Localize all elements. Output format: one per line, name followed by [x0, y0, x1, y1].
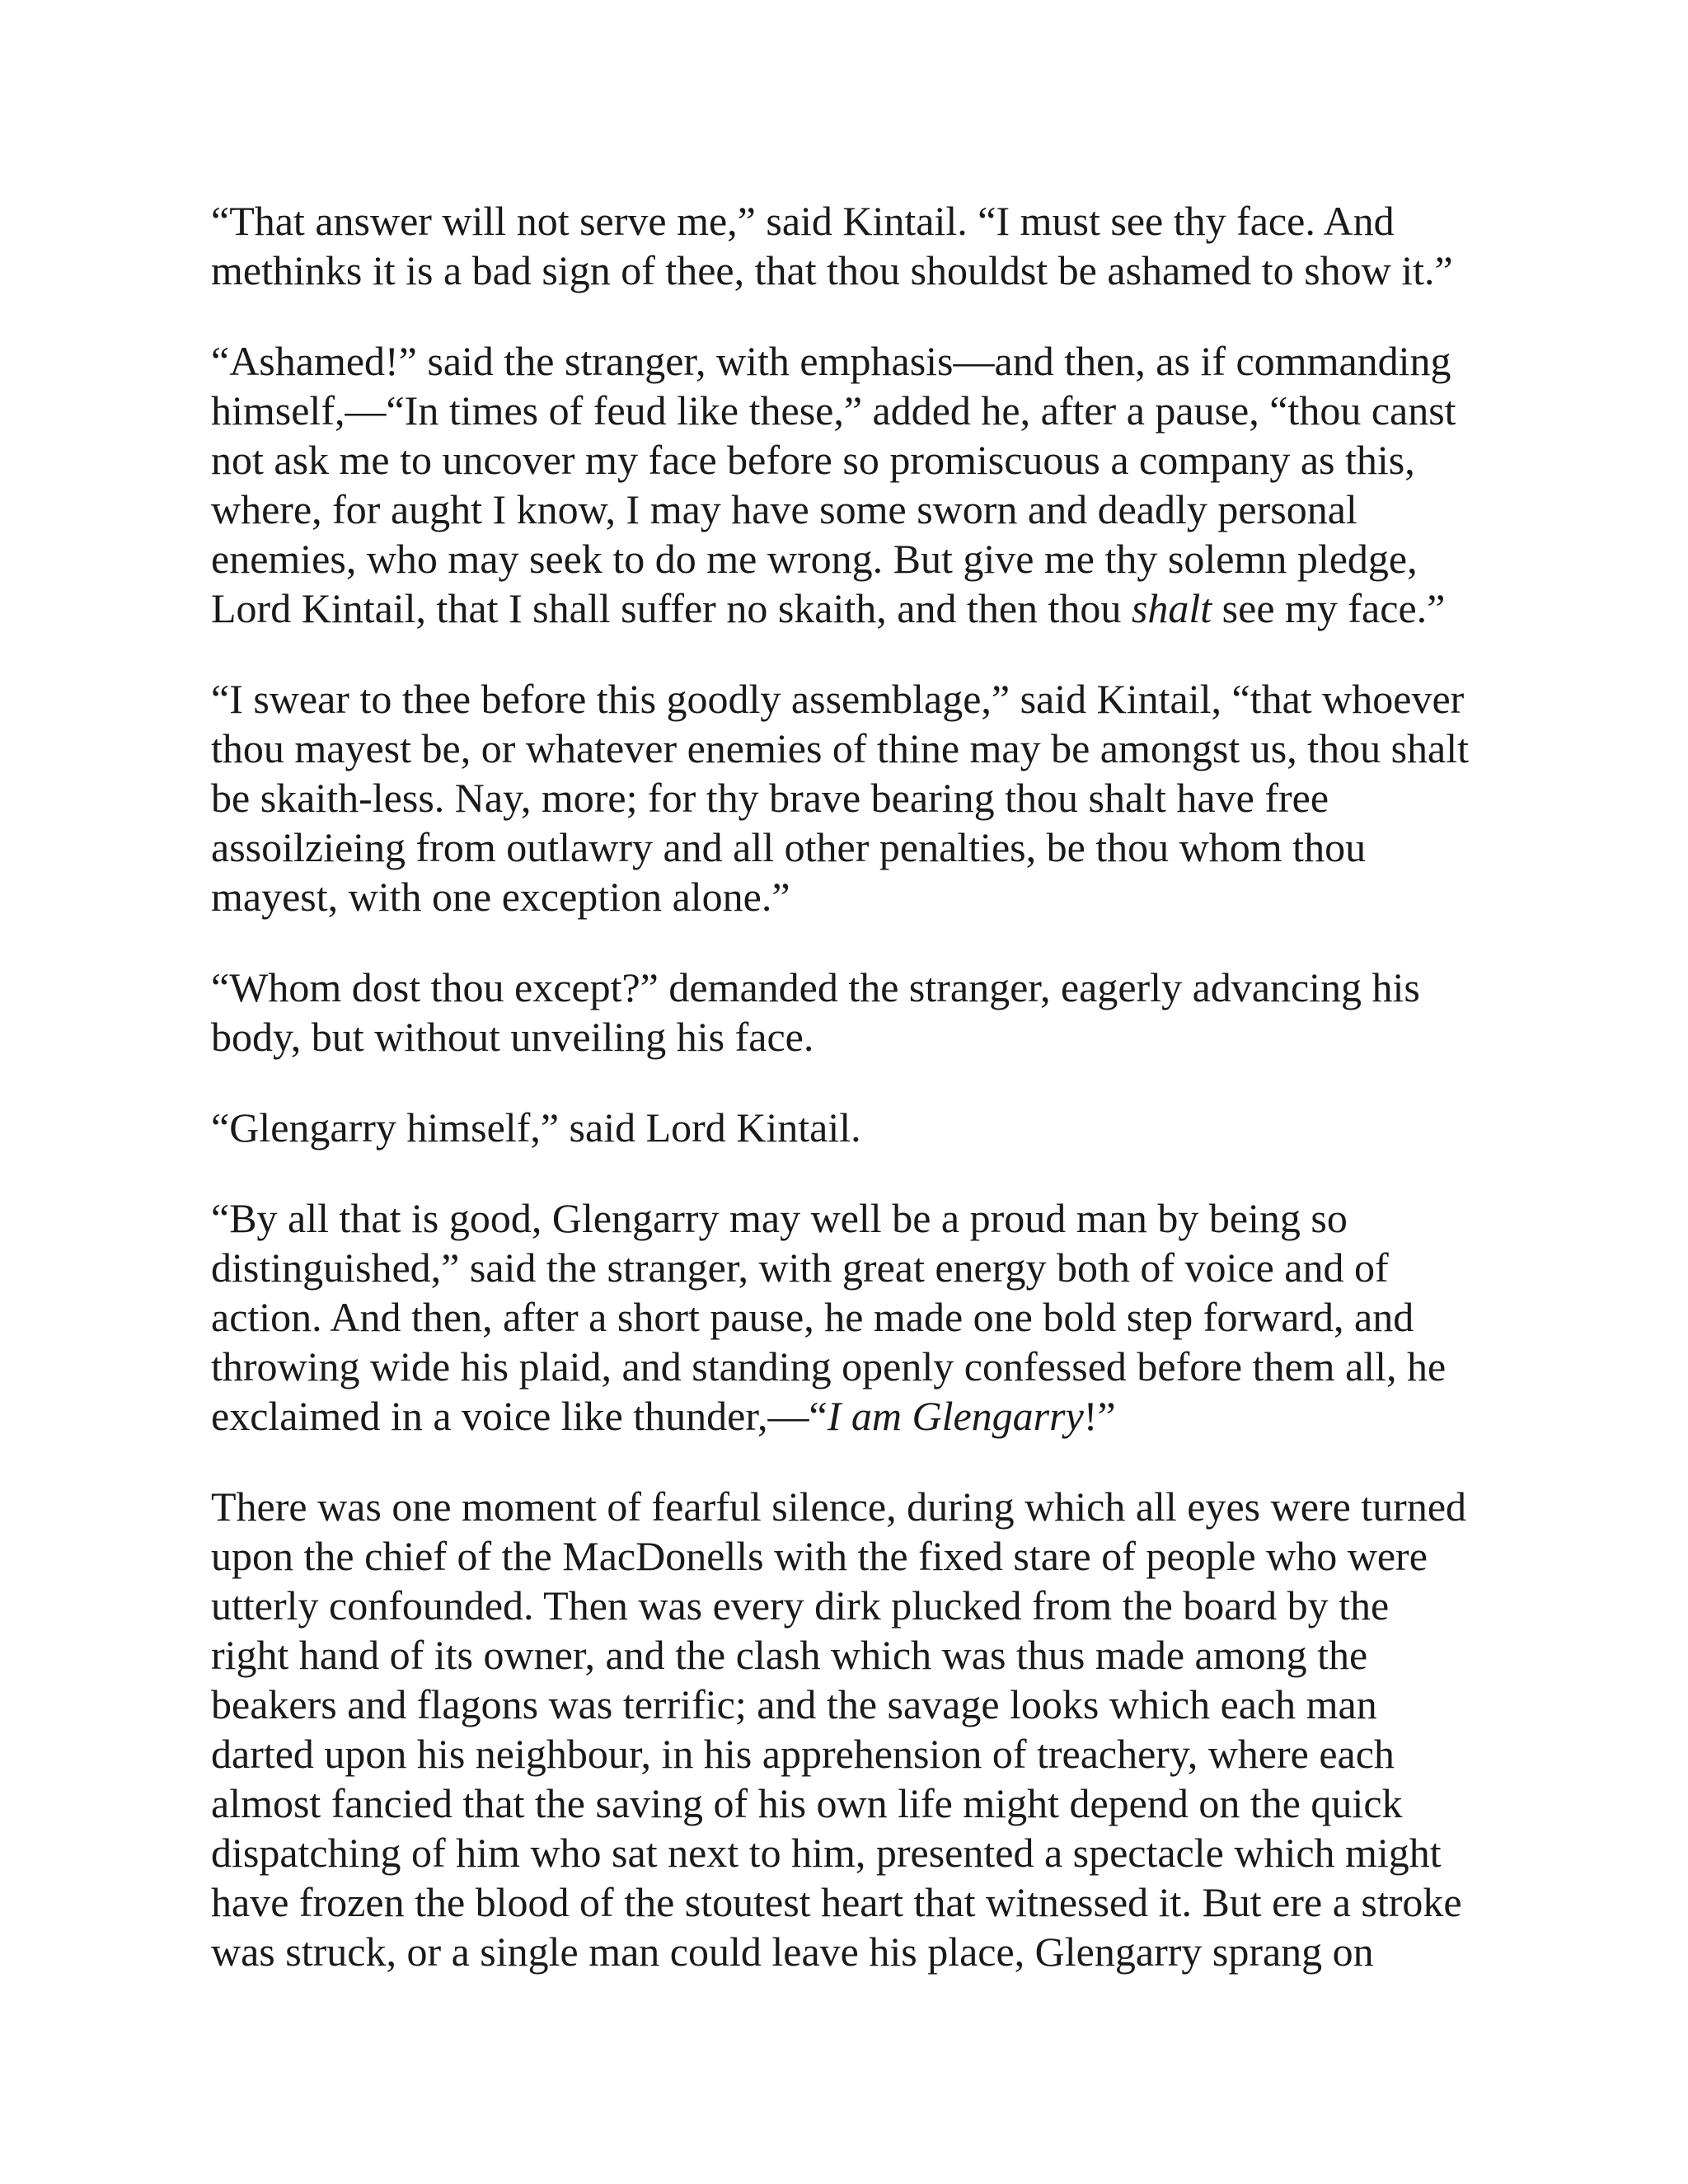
paragraph [211, 674, 1480, 921]
text-run: enemies, who may seek to do me wrong. But give me thy solemn pledge, [211, 536, 1418, 582]
text-run: see my face.” [1212, 585, 1446, 631]
text-run: throwing wide his plaid, and standing openly confessed before them all, he [211, 1343, 1447, 1390]
text-line [211, 534, 1480, 583]
text-line [211, 963, 1480, 1012]
text-line [211, 1927, 1480, 1976]
text-line [211, 724, 1480, 773]
text-line [211, 1103, 1480, 1152]
text-line [211, 872, 1480, 921]
text-line [211, 674, 1480, 724]
text-line [211, 1630, 1480, 1680]
text-line [211, 1342, 1480, 1391]
text-line [211, 1292, 1480, 1342]
text-line [211, 196, 1480, 246]
paragraph [211, 1482, 1480, 1976]
text-line [211, 1828, 1480, 1877]
text-run: Lord Kintail, that I shall suffer no skaith, and then thou [211, 585, 1132, 631]
text-run: thou mayest be, or whatever enemies of thine may be amongst us, thou shalt [211, 725, 1470, 771]
text-run: be skaith-less. Nay, more; for thy brave bearing thou shalt have free [211, 775, 1329, 821]
text-line [211, 485, 1480, 534]
text-line [211, 1581, 1480, 1630]
text-run: “Whom dost thou except?” demanded the stranger, eagerly advancing his [211, 964, 1420, 1010]
text-line [211, 1729, 1480, 1779]
text-run: himself,—“In times of feud like these,” added he, after a pause, “thou canst [211, 387, 1456, 434]
text-run: upon the chief of the MacDonells with the fixed stare of people who were [211, 1533, 1428, 1579]
text-line [211, 1391, 1480, 1441]
text-line [211, 1482, 1480, 1531]
text-line [211, 1012, 1480, 1062]
paragraph [211, 336, 1480, 633]
text-run: dispatching of him who sat next to him, presented a spectacle which might [211, 1830, 1442, 1876]
text-run: not ask me to uncover my face before so promiscuous a company as this, [211, 437, 1415, 483]
text-line [211, 1531, 1480, 1581]
text-run: “Glengarry himself,” said Lord Kintail. [211, 1104, 861, 1151]
text-line [211, 246, 1480, 295]
body-text [211, 196, 1480, 2018]
text-run: There was one moment of fearful silence, during which all eyes were turned [211, 1483, 1467, 1530]
paragraph [211, 1193, 1480, 1441]
text-run: where, for aught I know, I may have some sworn and deadly personal [211, 486, 1357, 532]
paragraph [211, 963, 1480, 1062]
paragraph [211, 1103, 1480, 1152]
text-line [211, 336, 1480, 386]
text-run: “By all that is good, Glengarry may well be a proud man by being so [211, 1195, 1348, 1241]
text-run: action. And then, after a short pause, he made one bold step forward, and [211, 1294, 1414, 1340]
text-line [211, 1877, 1480, 1927]
text-run: “Ashamed!” said the stranger, with emphasis—and then, as if commanding [211, 338, 1451, 384]
text-run: darted upon his neighbour, in his apprehension of treachery, where each [211, 1731, 1395, 1777]
text-run: utterly confounded. Then was every dirk plucked from the board by the [211, 1582, 1390, 1629]
text-run: methinks it is a bad sign of thee, that thou shouldst be ashamed to show it.” [211, 247, 1453, 293]
text-run: beakers and flagons was terrific; and the savage looks which each man [211, 1681, 1377, 1727]
text-run: have frozen the blood of the stoutest heart that witnessed it. But ere a stroke [211, 1879, 1462, 1925]
text-run: distinguished,” said the stranger, with great energy both of voice and of [211, 1244, 1389, 1291]
text-line [211, 583, 1480, 633]
text-run: almost fancied that the saving of his own life might depend on the quick [211, 1780, 1403, 1826]
text-run: mayest, with one exception alone.” [211, 874, 790, 920]
text-line [211, 386, 1480, 435]
text-run: body, but without unveiling his face. [211, 1014, 814, 1060]
italic-text: I am Glengarry [827, 1393, 1084, 1439]
text-run: assoilzieing from outlawry and all other penalties, be thou whom thou [211, 824, 1367, 870]
text-run: exclaimed in a voice like thunder,—“ [211, 1393, 828, 1439]
text-line [211, 1243, 1480, 1292]
text-line [211, 435, 1480, 485]
text-run: “I swear to thee before this goodly assemblage,” said Kintail, “that whoever [211, 676, 1465, 722]
text-line [211, 1680, 1480, 1729]
text-run: was struck, or a single man could leave his place, Glengarry sprang on [211, 1929, 1374, 1975]
italic-text: shalt [1131, 585, 1212, 631]
text-run: !” [1083, 1393, 1116, 1439]
text-line [211, 1193, 1480, 1243]
text-line [211, 773, 1480, 823]
text-run: “That answer will not serve me,” said Kintail. “I must see thy face. And [211, 198, 1395, 244]
paragraph [211, 196, 1480, 295]
text-line [211, 823, 1480, 872]
text-line [211, 1779, 1480, 1828]
text-run: right hand of its owner, and the clash which was thus made among the [211, 1632, 1368, 1678]
